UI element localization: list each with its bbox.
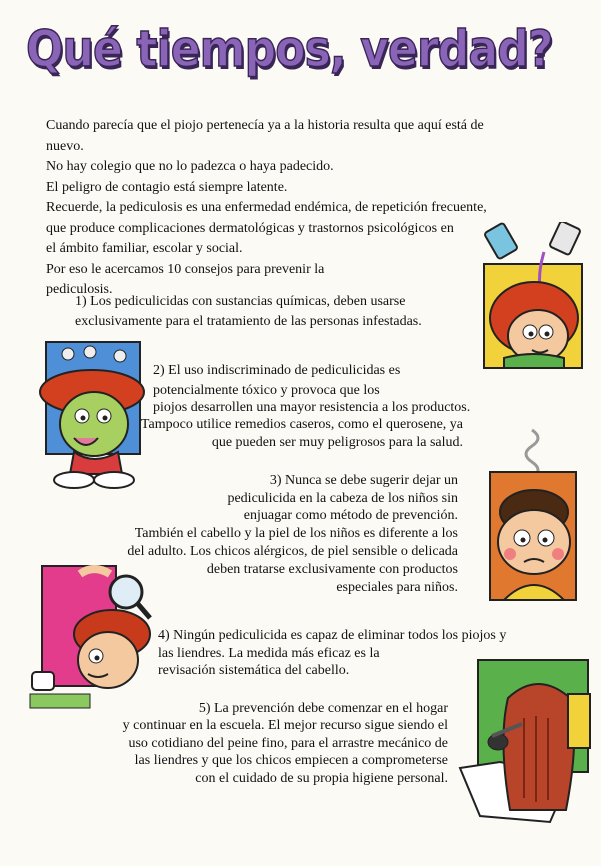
tip-3-line: También el cabello y la piel de los niños es diferente a los: [134, 526, 458, 541]
boy-magnifier-illustration: [28, 562, 154, 712]
tip-3-line: especiales para niños.: [336, 580, 458, 595]
intro-paragraph: [46, 116, 526, 301]
tip-2-line: que pueden ser muy peligrosos para la salud.: [211, 435, 463, 450]
intro-line: Por eso le acercamos 10 consejos para prevenir la: [46, 261, 325, 277]
page-title: Qué tiempos, verdad?: [26, 20, 553, 78]
intro-line: nuevo.: [46, 138, 84, 154]
tip-5-line: las liendres y que los chicos empiecen a comprometerse: [134, 753, 448, 768]
intro-line: Recuerde, la pediculosis es una enfermedad endémica, de repetición frecuente,: [46, 200, 487, 215]
tip-5-line: y continuar en la escuela. El mejor recurso sigue siendo el: [122, 718, 448, 733]
tip-3-line: deben tratarse exclusivamente con productos: [206, 562, 458, 577]
tip-2-line: piojos desarrollen una mayor resistencia a los productos.: [153, 400, 471, 415]
sick-boy-illustration: [34, 340, 152, 492]
tip-3-line: 3) Nunca se debe sugerir dejar un: [269, 473, 458, 488]
tip-4-line: 4) Ningún pediculicida es capaz de eliminar todos los piojos y: [158, 628, 507, 643]
intro-line: pediculosis.: [46, 282, 113, 297]
tip-3-line: pediculicida en la cabeza de los niños sin: [227, 491, 458, 506]
tip-2-line: 2) El uso indiscriminado de pediculicidas es: [153, 363, 401, 378]
tip-4-line: revisación sistemática del cabello.: [158, 663, 350, 678]
tip-2-line: potencialmente tóxico y provoca que los: [153, 383, 380, 398]
girl-comb-illustration: [458, 658, 592, 828]
tip-2-line: Tampoco utilice remedios caseros, como el querosene, ya: [140, 417, 463, 432]
worried-boy-illustration: [488, 428, 578, 604]
intro-line: Cuando parecía que el piojo pertenecía ya a la historia resulta que aquí está de: [46, 118, 484, 133]
tip-3-line: del adulto. Los chicos alérgicos, de piel sensible o delicada: [127, 544, 458, 559]
tip-1-line: 1) Los pediculicidas con sustancias químicas, deben usarse: [75, 294, 406, 309]
tip-5-line: 5) La prevención debe comenzar en el hogar: [198, 701, 448, 716]
intro-line: No hay colegio que no lo padezca o haya padecido.: [46, 159, 334, 174]
tip-4-line: las liendres. La medida más eficaz es la: [158, 646, 380, 661]
intro-line: que produce complicaciones dermatológicas y trastornos psicológicos en: [46, 220, 454, 236]
tip-5-line: uso cotidiano del peine fino, para el arrastre mecánico de: [128, 736, 448, 751]
intro-line: el ámbito familiar, escolar y social.: [46, 241, 243, 256]
boy-chemical-spray-illustration: [474, 222, 590, 376]
intro-line: El peligro de contagio está siempre latente.: [46, 179, 288, 195]
tip-3-line: enjuagar como método de prevención.: [243, 508, 458, 523]
tip-5-line: con el cuidado de su propia higiene personal.: [195, 771, 448, 786]
tip-1-line: exclusivamente para el tratamiento de las personas infestadas.: [75, 314, 422, 329]
